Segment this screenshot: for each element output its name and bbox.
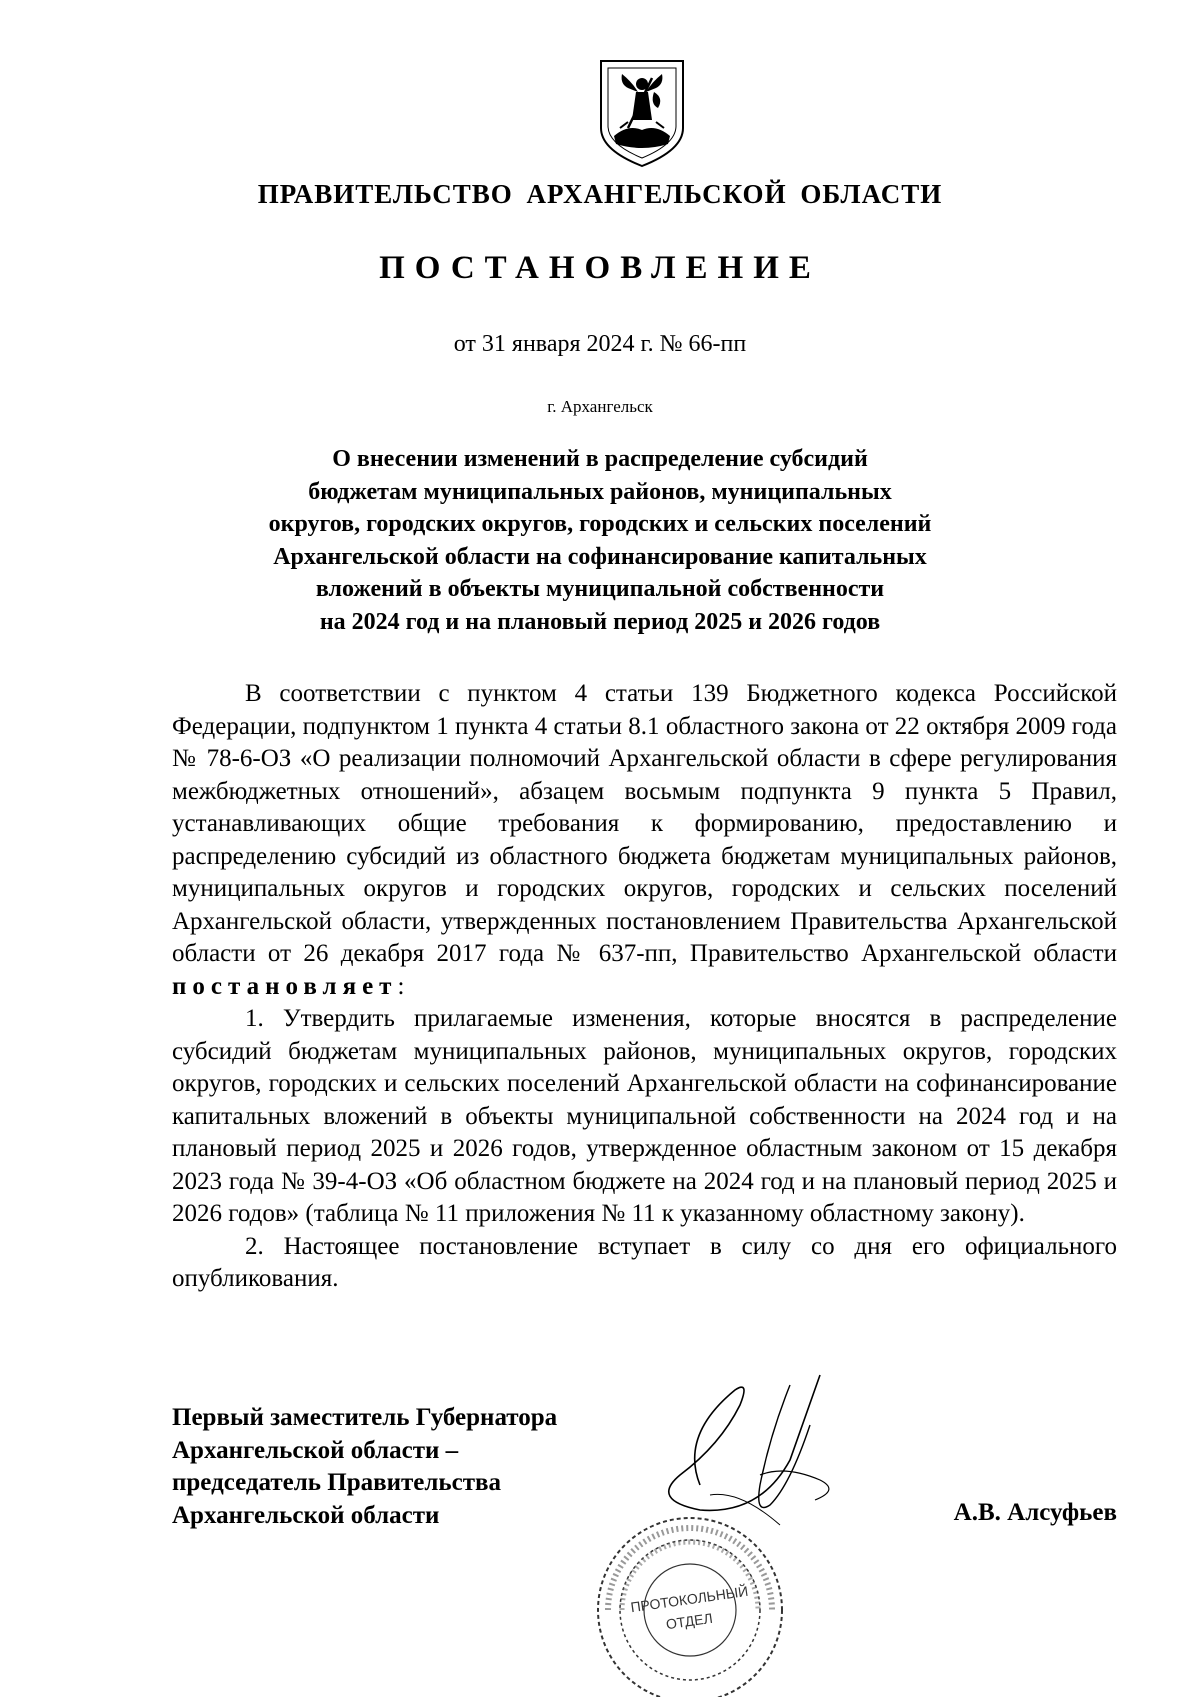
coat-of-arms-icon	[598, 58, 686, 168]
preamble-text: В соответствии с пунктом 4 статьи 139 Бюджетного кодекса Российской Федерации, подпунктом 1 пункта 4 статьи 8.1 областного закона от 22 октября 2009 года № 78-6-ОЗ «О реализации полномочий Архангельской области в сфере регулирования межбюджетных отношений», абзацем восьмым подпункта 9 пункта 5 Правил, устанавливающих общие требования к формированию, предоставлению и распределению субсидий из областного бюджета бюджетам муниципальных районов, муниципальных округов и городских округов, городских и сельских поселений Архангельской области, утвержденных постановлением Правительства Архангельской области от 26 декабря 2017 года № 637-пп, Правительство Архангельской области	[172, 680, 1117, 967]
organization-name: ПРАВИТЕЛЬСТВО АРХАНГЕЛЬСКОЙ ОБЛАСТИ	[257, 179, 943, 209]
position-line: Первый заместитель Губернатора	[172, 1404, 558, 1431]
title-line: на 2024 год и на плановый период 2025 и 2026 годов	[319, 608, 881, 635]
document-body	[172, 678, 1117, 1296]
position-line: Архангельской области –	[172, 1436, 459, 1464]
title-line: округов, городских округов, городских и сельских поселений	[268, 511, 932, 537]
title-line: вложений в объекты муниципальной собственности	[315, 576, 885, 602]
position-line: Архангельской области	[172, 1501, 440, 1529]
svg-text:ОТДЕЛ: ОТДЕЛ	[664, 1609, 714, 1633]
document-title	[220, 443, 980, 638]
round-stamp-icon	[590, 1500, 790, 1697]
document-city: г. Архангельск	[547, 397, 653, 416]
svg-text:ПРОТОКОЛЬНЫЙ: ПРОТОКОЛЬНЫЙ	[629, 1582, 750, 1616]
position-line: председатель Правительства	[172, 1469, 502, 1496]
signatory-name: А.В. Алсуфьев	[953, 1499, 1117, 1526]
title-line: бюджетам муниципальных районов, муниципальных	[308, 478, 892, 505]
decree-colon: :	[397, 972, 405, 1000]
item-2-paragraph: 2. Настоящее постановление вступает в силу со дня его официального опубликования.	[172, 1232, 1117, 1292]
title-line: Архангельской области на софинансирование капитальных	[273, 543, 927, 570]
decree-word: постановляет	[172, 972, 398, 1000]
document-type: ПОСТАНОВЛЕНИЕ	[379, 250, 821, 286]
item-1-paragraph: 1. Утвердить прилагаемые изменения, которые вносятся в распределение субсидий бюджетам муниципальных районов, муниципальных округов, городских округов, городских и сельских поселений Архангельской области на софинансирование капитальных вложений в объекты муниципальной собственности на 2024 год и на плановый период 2025 и 2026 годов, утвержденное областным законом от 15 декабря 2023 года № 39-4-ОЗ «Об областном бюджете на 2024 год и на плановый период 2025 и 2026 годов» (таблица № 11 приложения № 11 к указанному областному закону).	[172, 1005, 1117, 1227]
title-line: О внесении изменений в распределение субсидий	[332, 446, 868, 472]
document-date-number: от 31 января 2024 г. № 66-пп	[453, 331, 747, 357]
preamble-paragraph	[172, 678, 1117, 1003]
